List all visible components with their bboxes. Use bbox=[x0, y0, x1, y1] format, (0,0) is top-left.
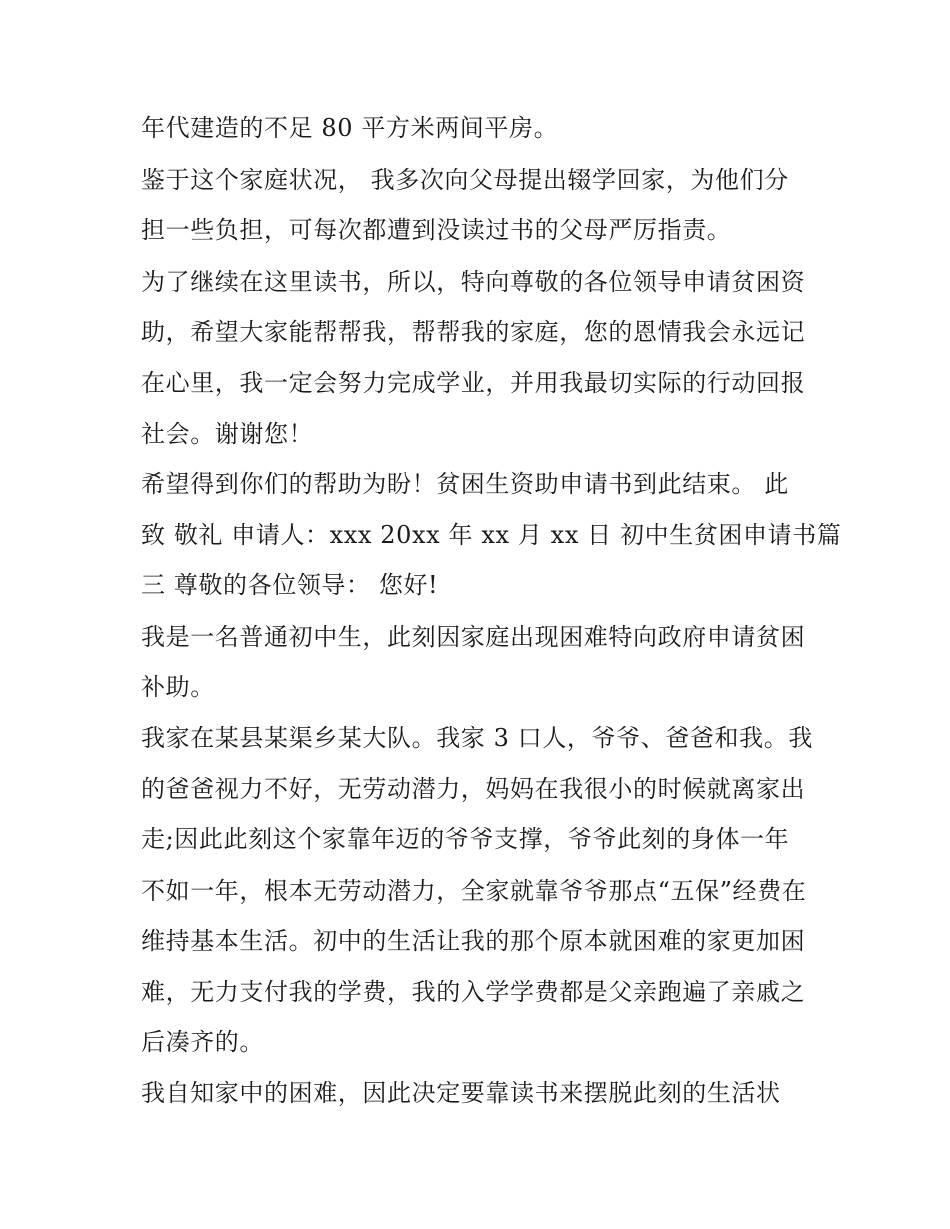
text-line: 三 尊敬的各位领导： 您好! bbox=[141, 571, 439, 599]
text-line: 难，无力支付我的学费，我的入学学费都是父亲跑遍了亲戚之 bbox=[141, 978, 806, 1006]
text-line: 担一些负担，可每次都遭到没读过书的父母严厉指责。 bbox=[141, 216, 732, 244]
text-line: 后凑齐的。 bbox=[141, 1028, 264, 1056]
text-line: 年代建造的不足 80 平方米两间平房。 bbox=[141, 114, 559, 142]
text-line: 助，希望大家能帮帮我，帮帮我的家庭，您的恩情我会永远记 bbox=[141, 318, 806, 346]
text-line: 希望得到你们的帮助为盼！贫困生资助申请书到此结束。 此 bbox=[141, 470, 789, 498]
text-line: 走;因此此刻这个家靠年迈的爷爷支撑，爷爷此刻的身体一年 bbox=[141, 825, 790, 853]
text-line: 在心里，我一定会努力完成学业，并用我最切实际的行动回报 bbox=[141, 369, 806, 397]
text-line: 维持基本生活。初中的生活让我的那个原本就困难的家更加困 bbox=[141, 927, 806, 955]
text-line: 我家在某县某渠乡某大队。我家 3 口人，爷爷、爸爸和我。我 bbox=[141, 724, 813, 752]
text-line: 不如一年，根本无劳动潜力，全家就靠爷爷那点“五保”经费在 bbox=[141, 877, 807, 905]
text-line: 社会。谢谢您！ bbox=[141, 420, 314, 448]
text-line: 的爸爸视力不好，无劳动潜力，妈妈在我很小的时候就离家出 bbox=[141, 775, 806, 803]
text-line: 我是一名普通初中生，此刻因家庭出现困难特向政府申请贫困 bbox=[141, 623, 806, 651]
text-line: 致 敬礼 申请人：xxx 20xx 年 xx 月 xx 日 初中生贫困申请书篇 bbox=[141, 521, 842, 549]
text-line: 补助。 bbox=[141, 673, 215, 701]
text-line: 我自知家中的困难，因此决定要靠读书来摆脱此刻的生活状 bbox=[141, 1079, 781, 1107]
text-line: 为了继续在这里读书，所以，特向尊敬的各位领导申请贫困资 bbox=[141, 268, 806, 296]
text-line: 鉴于这个家庭状况， 我多次向父母提出辍学回家，为他们分 bbox=[141, 166, 789, 194]
